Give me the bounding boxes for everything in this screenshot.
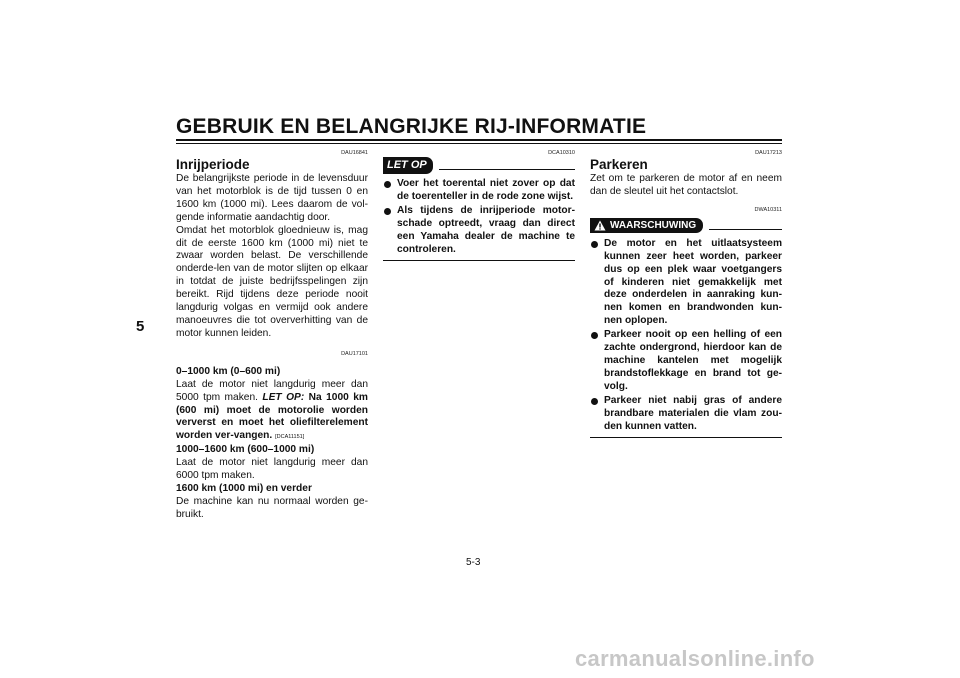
warning-header: [590, 217, 782, 234]
paragraph: Omdat het motorblok gloednieuw is, mag dit de eerste 1600 km (1000 mi) niet te zwaar worden belast. De verschillende onderde-len van de motor slijten op elkaar in totdat de juiste bedrijfsspelingen zijn bereikt. Rijd tijdens deze periode nooit langdurig volgas en vermijd ook andere manoeuvres die tot oververhitting van de motor kunnen leiden.: [176, 224, 368, 339]
section-heading-inrijperiode: Inrijperiode: [176, 157, 250, 172]
bullet-icon: [591, 332, 598, 339]
column-inrijperiode: [176, 150, 368, 522]
paragraph: Laat de motor niet langdurig meer dan 6000 tpm maken.: [176, 457, 368, 482]
paragraph: Zet om te parkeren de motor af en neem dan de sleutel uit het contactslot.: [590, 173, 782, 197]
list-item: Parkeer nooit op een helling of een zachte ondergrond, hierdoor kan de machine kantelen met mogelijk brandstoflekkage en brand tot ge-volg.: [590, 329, 782, 394]
bullet-icon: [591, 241, 598, 248]
warning-label: WAARSCHUWING: [610, 219, 697, 231]
inline-doc-code: [DCA11151]: [275, 434, 305, 441]
doc-code: DAU16841: [341, 150, 368, 156]
paragraph-text: Laat de motor niet langdurig meer dan 5000 tpm maken.: [176, 378, 368, 403]
list-item: Als tijdens de inrijperiode motor-schade optreedt, vraag dan direct een Yamaha dealer de machine te controleren.: [383, 205, 575, 257]
chapter-tab: 5: [136, 318, 145, 335]
doc-code: DAU17213: [755, 150, 782, 156]
bullet-icon: [591, 398, 598, 405]
section-heading-parkeren: Parkeren: [590, 157, 648, 172]
let-op-label: LET OP:: [262, 391, 305, 403]
doc-code: DAU17101: [341, 350, 368, 357]
bullet-icon: [384, 181, 391, 188]
column-parkeren: [590, 150, 782, 438]
doc-code: DCA10310: [548, 150, 575, 156]
subheading: 1000–1600 km (600–1000 mi): [176, 444, 315, 456]
subheading: 0–1000 km (0–600 mi): [176, 365, 281, 377]
caution-list: [383, 178, 575, 256]
let-op-text: Na 1000 km (600 mi) moet de motorolie worden ververst en moet het oliefilterelement worden ver-vangen.: [176, 391, 368, 442]
page-number: 5-3: [466, 557, 481, 568]
doc-code: DWA10311: [754, 206, 782, 213]
divider: [439, 169, 575, 170]
list-item: Voer het toerental niet zover op dat de toerenteller in de rode zone wijst.: [383, 178, 575, 204]
caution-badge: LET OP: [383, 157, 433, 174]
header-rule-thin: [176, 143, 782, 144]
header-rule: [176, 139, 782, 141]
warning-triangle-icon: [594, 220, 606, 231]
caution-header: [383, 157, 575, 174]
warning-list: [590, 238, 782, 434]
divider: [709, 229, 782, 230]
subheading: 1600 km (1000 mi) en verder: [176, 482, 312, 494]
divider: [590, 437, 782, 438]
bullet-icon: [384, 208, 391, 215]
paragraph: De belangrijkste periode in de levensduur van het motorblok is de tijd tussen 0 en 1600 km (1000 mi). Lees daarom de vol-gende informatie aandachtig door.: [176, 173, 368, 223]
paragraph: De machine kan nu normaal worden ge-bruikt.: [176, 495, 368, 520]
list-item: De motor en het uitlaatsysteem kunnen zeer heet worden, parkeer dus op een plek waar voetgangers of kinderen niet gemakkelijk met deze onderdelen in aanraking kun-nen komen en brandwonden kun-nen oplopen.: [590, 238, 782, 328]
column-caution: [383, 150, 575, 261]
list-item: Parkeer niet nabij gras of andere brandbare materialen die vlam zou-den kunnen vatten.: [590, 395, 782, 434]
paragraph: [176, 379, 368, 445]
divider: [383, 260, 575, 261]
watermark: carmanualsonline.info: [575, 646, 815, 671]
warning-badge: [590, 218, 703, 233]
page-header-title: GEBRUIK EN BELANGRIJKE RIJ-INFORMATIE: [176, 115, 647, 138]
